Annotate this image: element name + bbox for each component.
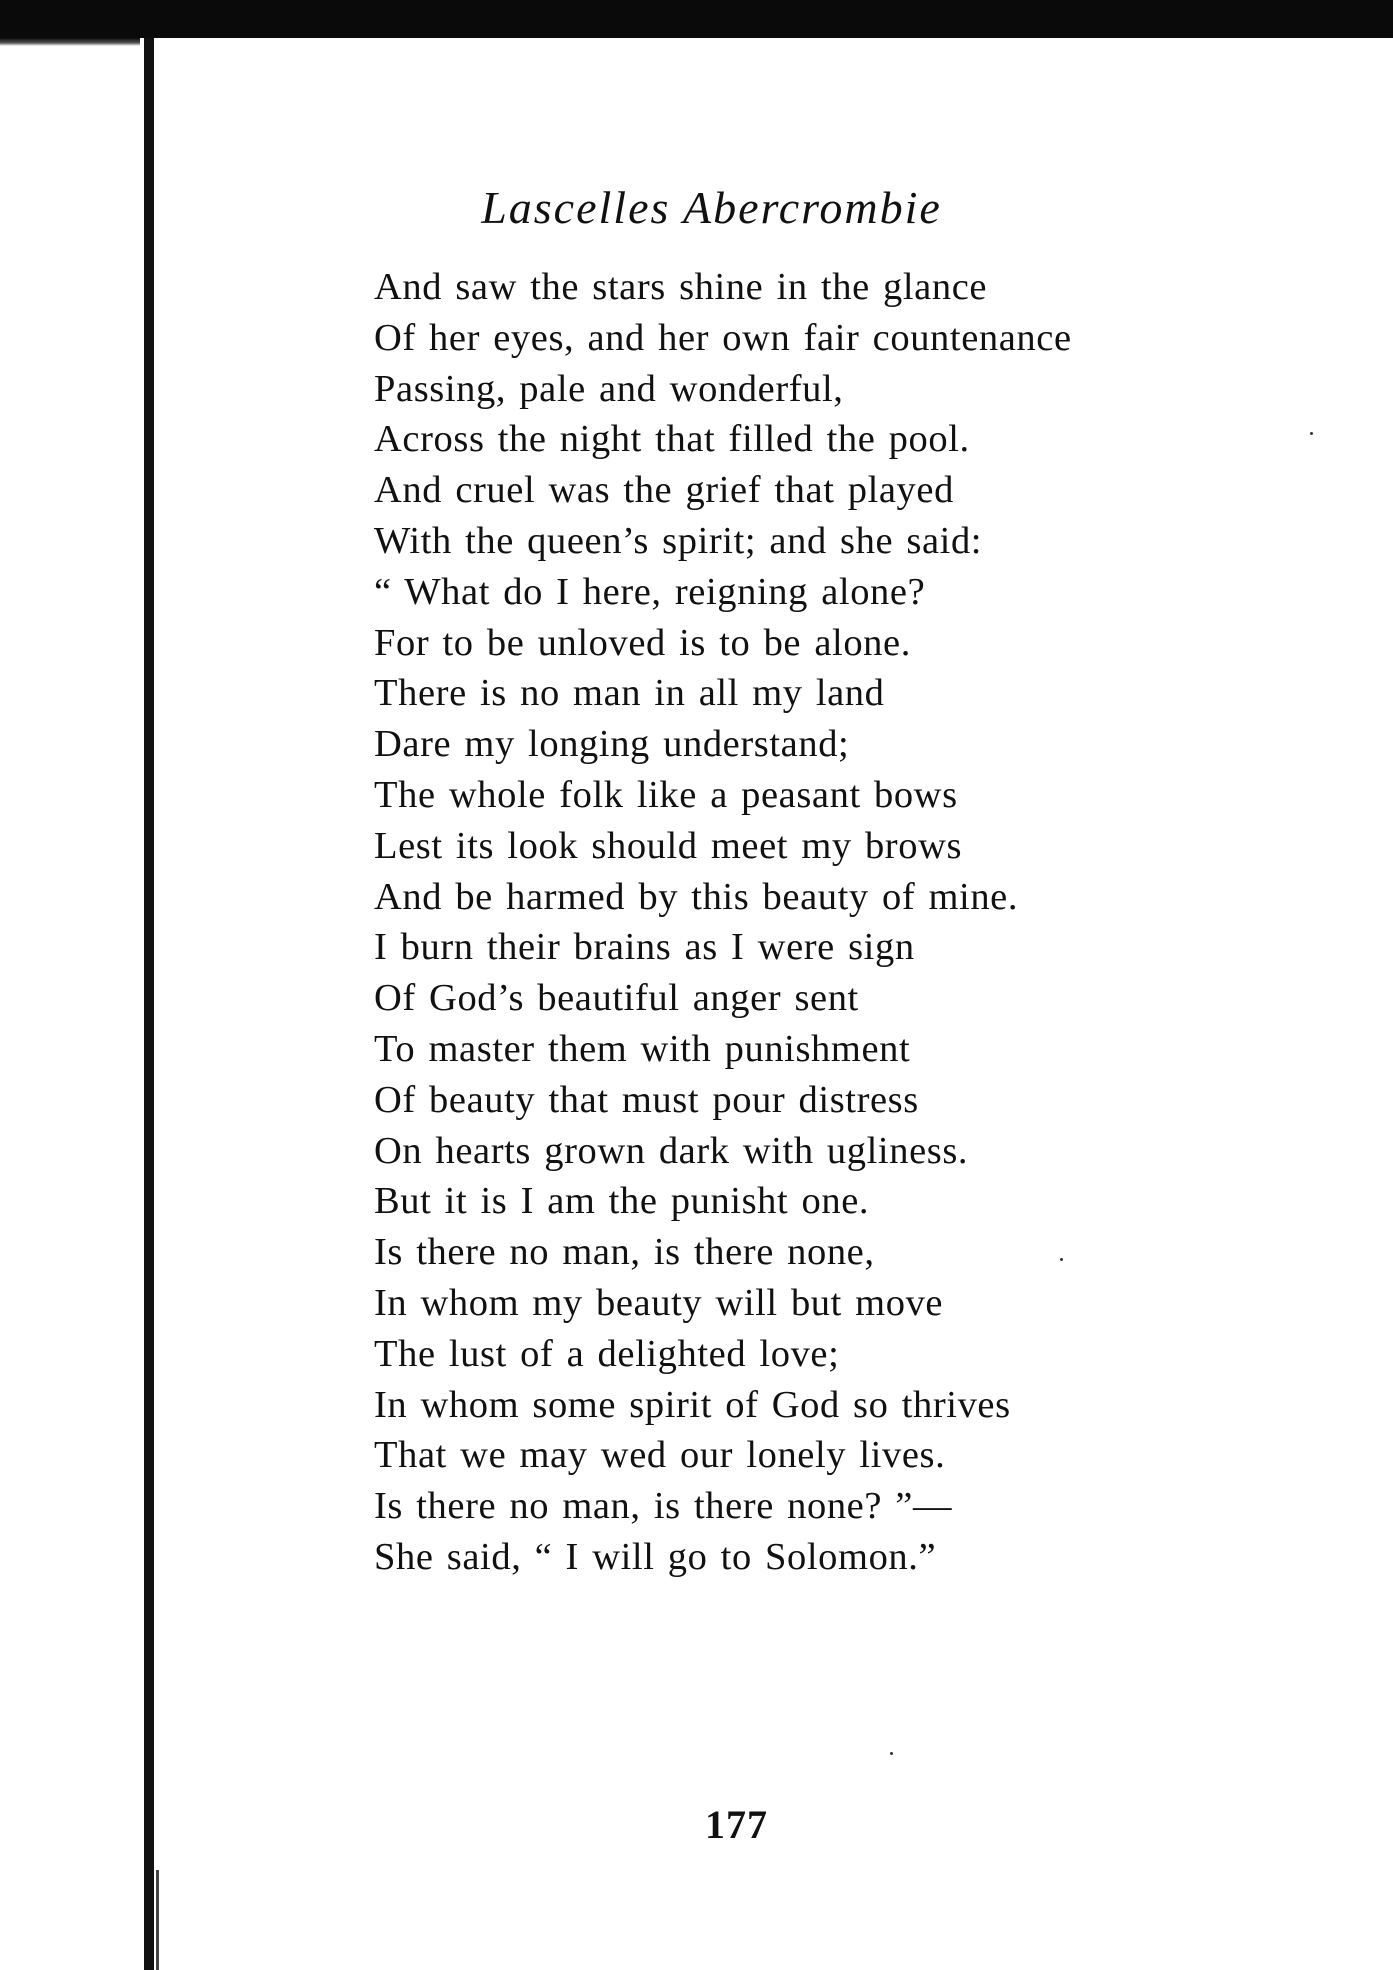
poem-line: That we may wed our lonely lives. — [374, 1434, 946, 1477]
poem-line: The lust of a delighted love; — [374, 1332, 840, 1375]
poem-line: For to be unloved is to be alone. — [374, 621, 911, 664]
top-border-shadow — [0, 38, 140, 46]
poem-line: Of her eyes, and her own fair countenance — [374, 316, 1072, 359]
poem-line: With the queen’s spirit; and she said: — [374, 519, 983, 562]
poem-line: And be harmed by this beauty of mine. — [374, 875, 1019, 918]
poem-line: She said, “ I will go to Solomon.” — [374, 1535, 937, 1578]
poem-line: There is no man in all my land — [374, 672, 885, 715]
page-number: 177 — [705, 1802, 768, 1847]
binding-edge-tail — [156, 1870, 159, 1970]
running-head: Lascelles Abercrombie — [481, 182, 942, 233]
poem-line: To master them with punishment — [374, 1027, 911, 1070]
scan-speck — [890, 1752, 893, 1755]
poem-line: The whole folk like a peasant bows — [374, 773, 958, 816]
poem-line: And saw the stars shine in the glance — [374, 266, 988, 308]
poem-line: Dare my longing understand; — [374, 723, 850, 766]
poem-line: In whom my beauty will but move — [374, 1281, 944, 1324]
poem-line: Across the night that filled the pool. — [374, 418, 970, 461]
poem-line: I burn their brains as I were sign — [374, 926, 915, 969]
poem-line: In whom some spirit of God so thrives — [374, 1383, 1011, 1426]
poem-line: Of beauty that must pour distress — [374, 1078, 919, 1121]
poem-line: “ What do I here, reigning alone? — [374, 570, 926, 613]
poem-line: Is there no man, is there none, — [374, 1231, 875, 1274]
poem-line: And cruel was the grief that played — [374, 469, 954, 512]
poem-line: Passing, pale and wonderful, — [374, 367, 844, 410]
binding-edge — [144, 38, 154, 1970]
poem-line: But it is I am the punisht one. — [374, 1180, 870, 1223]
top-border-rule — [0, 0, 1393, 38]
poem-text — [374, 262, 1374, 1583]
poem-line: On hearts grown dark with ugliness. — [374, 1129, 969, 1172]
poem-line: Lest its look should meet my brows — [374, 824, 963, 867]
poem-line: Of God’s beautiful anger sent — [374, 977, 859, 1020]
poem-line: Is there no man, is there none? ”— — [374, 1485, 953, 1528]
